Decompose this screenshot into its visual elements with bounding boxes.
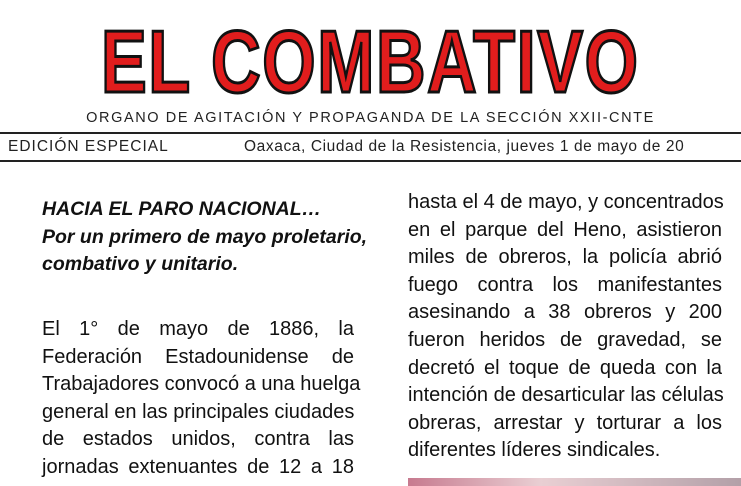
article-left-column xyxy=(42,316,361,482)
photo-edge xyxy=(408,478,741,486)
text-line: Federación Estadounidense de xyxy=(42,345,354,368)
newspaper-subtitle: ORGANO DE AGITACIÓN Y PROPAGANDA DE LA SECCIÓN XXII-CNTE xyxy=(86,110,655,126)
divider-top xyxy=(0,132,741,134)
article-heading xyxy=(42,196,372,279)
heading-line: combativo y unitario. xyxy=(42,253,239,275)
edition-place-date: Oaxaca, Ciudad de la Resistencia, jueves 1 de mayo de 20 xyxy=(244,138,685,155)
heading-line: Por un primero de mayo proletario, xyxy=(42,225,368,248)
masthead xyxy=(0,12,741,111)
text-line: miles de obreros, la policía abrió xyxy=(408,246,722,269)
edition-bar xyxy=(0,136,741,158)
text-line: obreras, arrestar y torturar a los xyxy=(408,411,722,434)
article-right-column xyxy=(408,189,722,465)
newspaper-title: EL COMBATIVO xyxy=(101,12,640,111)
divider-bottom xyxy=(0,160,741,162)
text-line: diferentes líderes sindicales. xyxy=(408,439,661,462)
text-line: fuego contra los manifestantes xyxy=(408,273,722,296)
text-line: fueron heridos de gravedad, se xyxy=(408,328,722,351)
text-line: de estados unidos, contra las xyxy=(42,428,354,451)
edition-label: EDICIÓN ESPECIAL xyxy=(8,138,169,155)
heading-line: HACIA EL PARO NACIONAL… xyxy=(42,198,322,220)
text-line: Trabajadores convocó a una huelga xyxy=(42,373,361,396)
text-line: hasta el 4 de mayo, y concentrados xyxy=(408,191,724,213)
text-line: El 1° de mayo de 1886, la xyxy=(42,318,354,340)
text-line: decretó el toque de queda con la xyxy=(408,356,722,379)
text-line: intención de desarticular las células xyxy=(408,384,724,407)
text-line: jornadas extenuantes de 12 a 18 xyxy=(42,455,354,478)
text-line: general en las principales ciudades xyxy=(42,400,355,423)
text-line: en el parque del Heno, asistieron xyxy=(408,218,722,241)
text-line: asesinando a 38 obreros y 200 xyxy=(408,301,722,324)
